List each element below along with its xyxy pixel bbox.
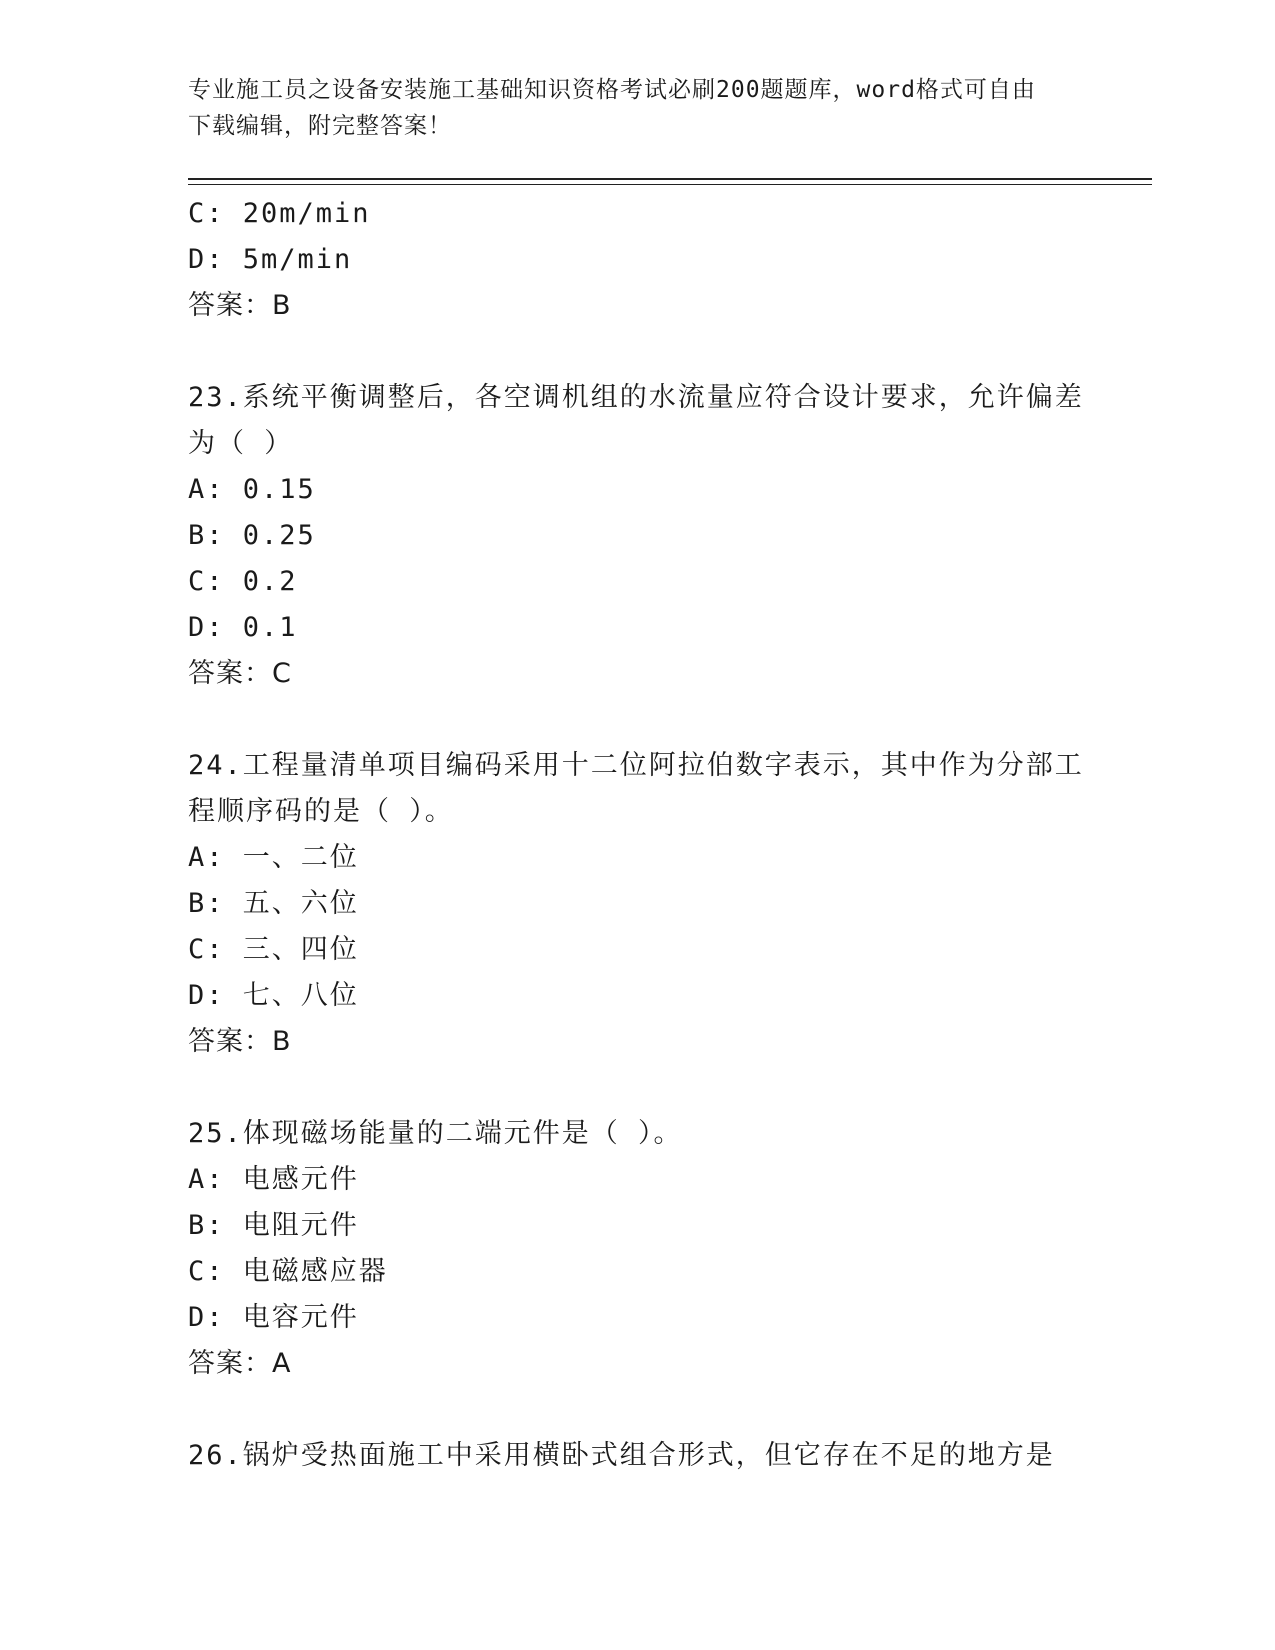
answer-label: 答案：C [188,658,292,689]
question-25 [188,1111,1088,1387]
question-stem: 25.体现磁场能量的二端元件是（ ）。 [188,1118,683,1149]
answer-label: 答案：B [188,290,292,321]
option-d: D: 0.1 [188,612,298,643]
option-c: C: 20m/min [188,198,371,229]
option-d: D: 七、八位 [188,980,359,1011]
question-stem: 23.系统平衡调整后，各空调机组的水流量应符合设计要求，允许偏差 [188,382,1084,413]
option-c: C: 三、四位 [188,934,359,965]
question-23 [188,375,1088,697]
answer-label: 答案：B [188,1026,292,1057]
option-b: B: 0.25 [188,520,316,551]
spacer [188,697,1088,743]
option-a: A: 一、二位 [188,842,359,873]
option-b: B: 五、六位 [188,888,359,919]
option-d: D: 电容元件 [188,1302,359,1333]
spacer [188,329,1088,375]
header-title-line2: 下载编辑，附完整答案！ [188,113,452,139]
header-divider-thin [188,184,1152,185]
question-list [188,191,1088,1479]
option-c: C: 0.2 [188,566,298,597]
question-stem: 24.工程量清单项目编码采用十二位阿拉伯数字表示，其中作为分部工 [188,750,1084,781]
question-stem-continued: 为（ ） [188,428,294,459]
document-header [188,72,1068,144]
option-a: A: 电感元件 [188,1164,359,1195]
spacer [188,1387,1088,1433]
question-26 [188,1433,1088,1479]
option-d: D: 5m/min [188,244,353,275]
option-c: C: 电磁感应器 [188,1256,388,1287]
question-22 [188,191,1088,329]
option-a: A: 0.15 [188,474,316,505]
question-24 [188,743,1088,1065]
question-stem-continued: 程顺序码的是（ ）。 [188,796,454,827]
question-stem: 26.锅炉受热面施工中采用横卧式组合形式，但它存在不足的地方是 [188,1440,1055,1471]
answer-label: 答案：A [188,1348,292,1379]
spacer [188,1065,1088,1111]
header-title-line1: 专业施工员之设备安装施工基础知识资格考试必刷200题题库，word格式可自由 [188,77,1036,103]
option-b: B: 电阻元件 [188,1210,359,1241]
header-divider-thick [188,178,1152,180]
